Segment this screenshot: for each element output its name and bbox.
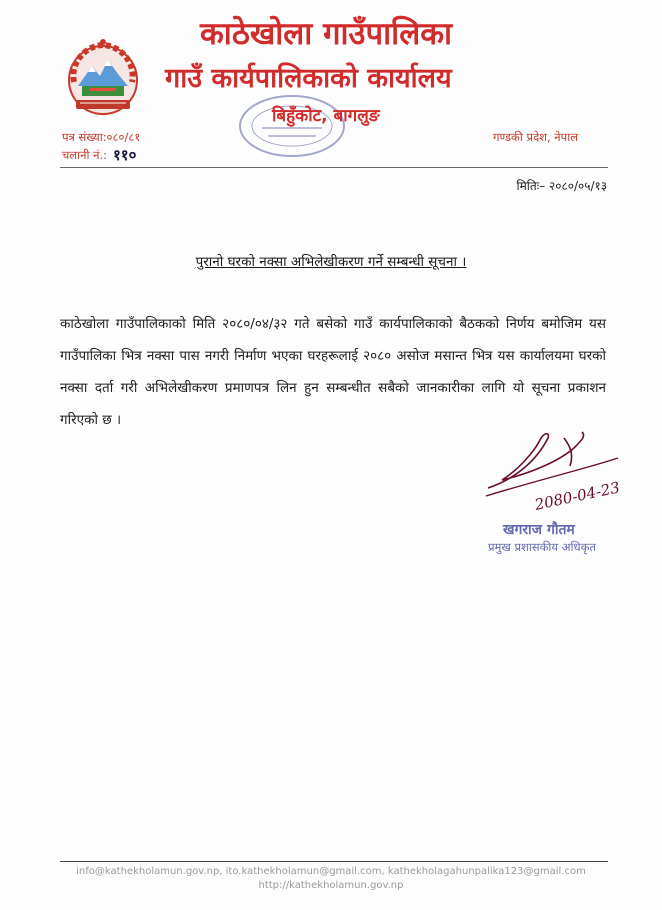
- footer-website: http://kathekholamun.gov.np: [258, 880, 404, 891]
- header-divider: [60, 167, 608, 168]
- signature-date: 2080-04-23: [533, 478, 622, 514]
- footer-divider: [60, 861, 608, 862]
- subject-text: पुरानो घरको नक्सा अभिलेखीकरण गर्ने सम्बन्धी सूचना ।: [195, 254, 467, 270]
- dispatch-number-label: चलानी नं.:: [62, 148, 108, 162]
- notice-body: काठेखोला गाउँपालिकाको मिति २०८०/०४/३२ गते बसेको गाउँ कार्यपालिकाको बैठकको निर्णय बमोजिम यस गाउँपालिका भित्र नक्सा पास नगरी निर्माण भएका घरहरूलाई २०८० असोज मसान्त भित्र यस कार्यालयमा घरको नक्सा दर्ता गरी अभिलेखीकरण प्रमाणपत्र लिन हुन सम्बन्धीत सबैको जानकारीका लागि यो सूचना प्रकाशन गरिएको छ ।: [60, 316, 606, 428]
- nepal-government-emblem-icon: [60, 36, 146, 122]
- handwritten-signature: [478, 418, 628, 516]
- signer-name: खगराज गौतम: [503, 522, 575, 538]
- office-location: बिहुँकोट, बागलुङ: [272, 106, 380, 126]
- province-label: गण्डकी प्रदेश, नेपाल: [492, 130, 578, 144]
- office-title: गाउँ कार्यपालिकाको कार्यालय: [165, 63, 452, 94]
- letter-number: पत्र संख्या:०८०/८१: [62, 130, 141, 144]
- subject-line: [0, 252, 662, 270]
- municipality-title: काठेखोला गाउँपालिका: [200, 16, 453, 52]
- letter-date: मितिः– २०८०/०५/१३: [516, 179, 607, 193]
- footer-emails: info@kathekholamun.gov.np, ito.kathekholamun@gmail.com, kathekholagahunpalika123@gmail.com: [76, 866, 586, 877]
- signer-title: प्रमुख प्रशासकीय अधिकृत: [488, 540, 596, 554]
- dispatch-number-value: ११०: [113, 146, 137, 164]
